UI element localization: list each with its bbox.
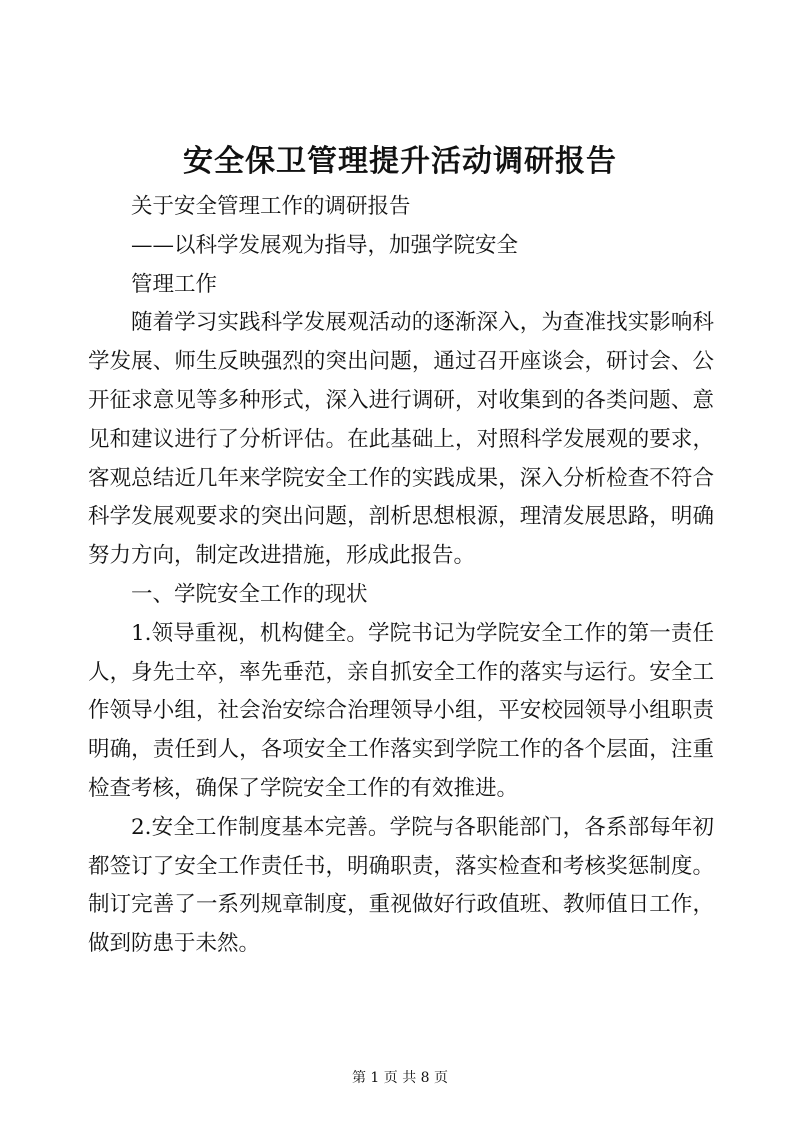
section-heading: 一、学院安全工作的现状 [131, 581, 368, 607]
subtitle-line: 关于安全管理工作的调研报告 [131, 194, 411, 219]
intro-paragraph: 随着学习实践科学发展观活动的逐渐深入，为查准找实影响科学发展、师生反映强烈的突出问题，通过召开座谈会，研讨会、公开征求意见等多种形式，深入进行调研，对收集到的各类问题、意见和建议进行了分析评估。在此基础上，对照科学发展观的要求，客观总结近几年来学院安全工作的实践成果，深入分析检查不符合科学发展观要求的突出问题，剖析思想根源，理清发展思路，明确努力方向，制定改进措施，形成此报告。 [88, 310, 714, 569]
document-title: 安全保卫管理提升活动调研报告 [183, 144, 617, 179]
body-paragraph: 2.安全工作制度基本完善。学院与各职能部门，各系部每年初都签订了安全工作责任书，明确职责，落实检查和考核奖惩制度。制订完善了一系列规章制度，重视做好行政值班、教师值日工作，做到防患于未然。 [88, 814, 714, 957]
subtitle-continuation: 管理工作 [131, 271, 218, 297]
subtitle-dash-line: ——以科学发展观为指导，加强学院安全 [131, 232, 519, 258]
body-paragraph: 1.领导重视，机构健全。学院书记为学院安全工作的第一责任人，身先士卒，率先垂范，亲自抓安全工作的落实与运行。安全工作领导小组，社会治安综合治理领导小组，平安校园领导小组职责明确，责任到人，各项安全工作落实到学院工作的各个层面，注重检查考核，确保了学院安全工作的有效推进。 [88, 620, 714, 801]
page-number: 第 1 页 共 8 页 [351, 1070, 449, 1086]
document-body [88, 188, 714, 964]
